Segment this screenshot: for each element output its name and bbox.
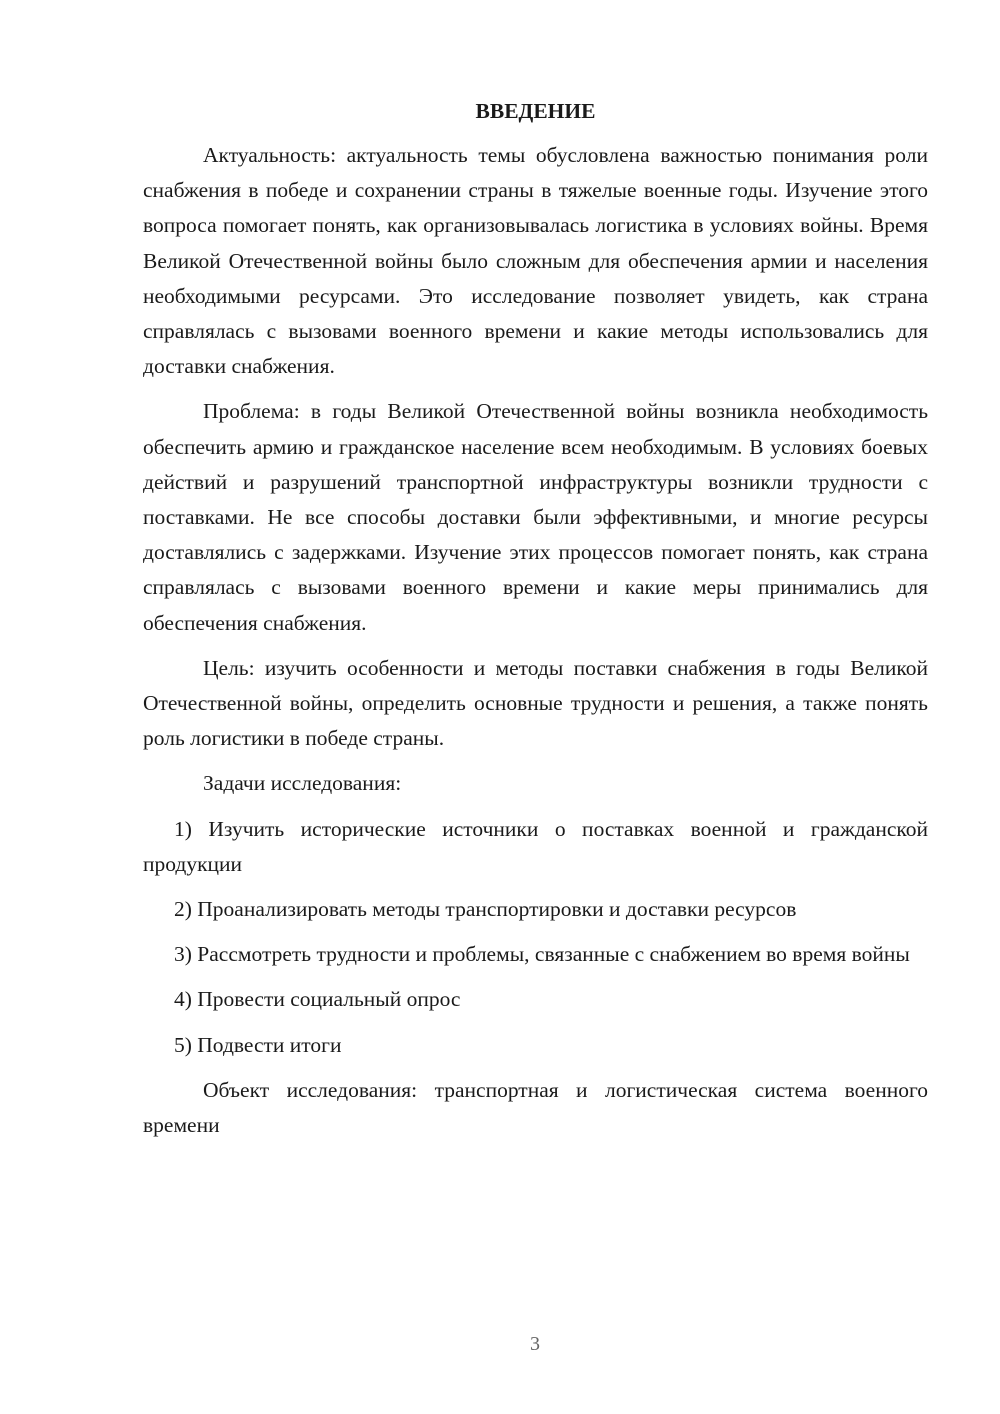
page-number: 3 — [530, 1333, 540, 1355]
task-item-1: 1) Изучить исторические источники о поставках военной и гражданской продукции — [143, 816, 928, 876]
paragraph-tasks-heading: Задачи исследования: — [203, 771, 402, 796]
task-item-2: 2) Проанализировать методы транспортировки и доставки ресурсов — [174, 897, 797, 922]
paragraph-goal: Цель: изучить особенности и методы поставки снабжения в годы Великой Отечественной войны, определить основные трудности и решения, а также понять роль логистики в победе страны. — [143, 655, 928, 751]
task-item-3: 3) Рассмотреть трудности и проблемы, связанные с снабжением во время войны — [174, 942, 910, 967]
task-item-5: 5) Подвести итоги — [174, 1032, 342, 1057]
task-item-4: 4) Провести социальный опрос — [174, 987, 461, 1012]
paragraph-object: Объект исследования: транспортная и логистическая система военного времени — [143, 1077, 928, 1138]
document-body — [143, 92, 928, 1143]
section-title: ВВЕДЕНИЕ — [475, 99, 596, 123]
paragraph-problem: Проблема: в годы Великой Отечественной войны возникла необходимость обеспечить армию и гражданское население всем необходимым. В условиях боевых действий и разрушений транспортной инфраструктуры возникли трудности с поставками. Не все способы доставки были эффективными, и многие ресурсы доставлялись с задержками. Изучение этих процессов помогает понять, как страна справлялась с вызовами военного времени и какие меры принимались для обеспечения снабжения. — [143, 399, 928, 635]
paragraph-relevance: Актуальность: актуальность темы обусловлена важностью понимания роли снабжения в победе и сохранении страны в тяжелые военные годы. Изучение этого вопроса помогает понять, как организовывалась логистика в условиях войны. Время Великой Отечественной войны было сложным для обеспечения армии и населения необходимыми ресурсами. Это исследование позволяет увидеть, как страна справлялась с вызовами военного времени и какие методы использовались для доставки снабжения. — [143, 143, 928, 379]
